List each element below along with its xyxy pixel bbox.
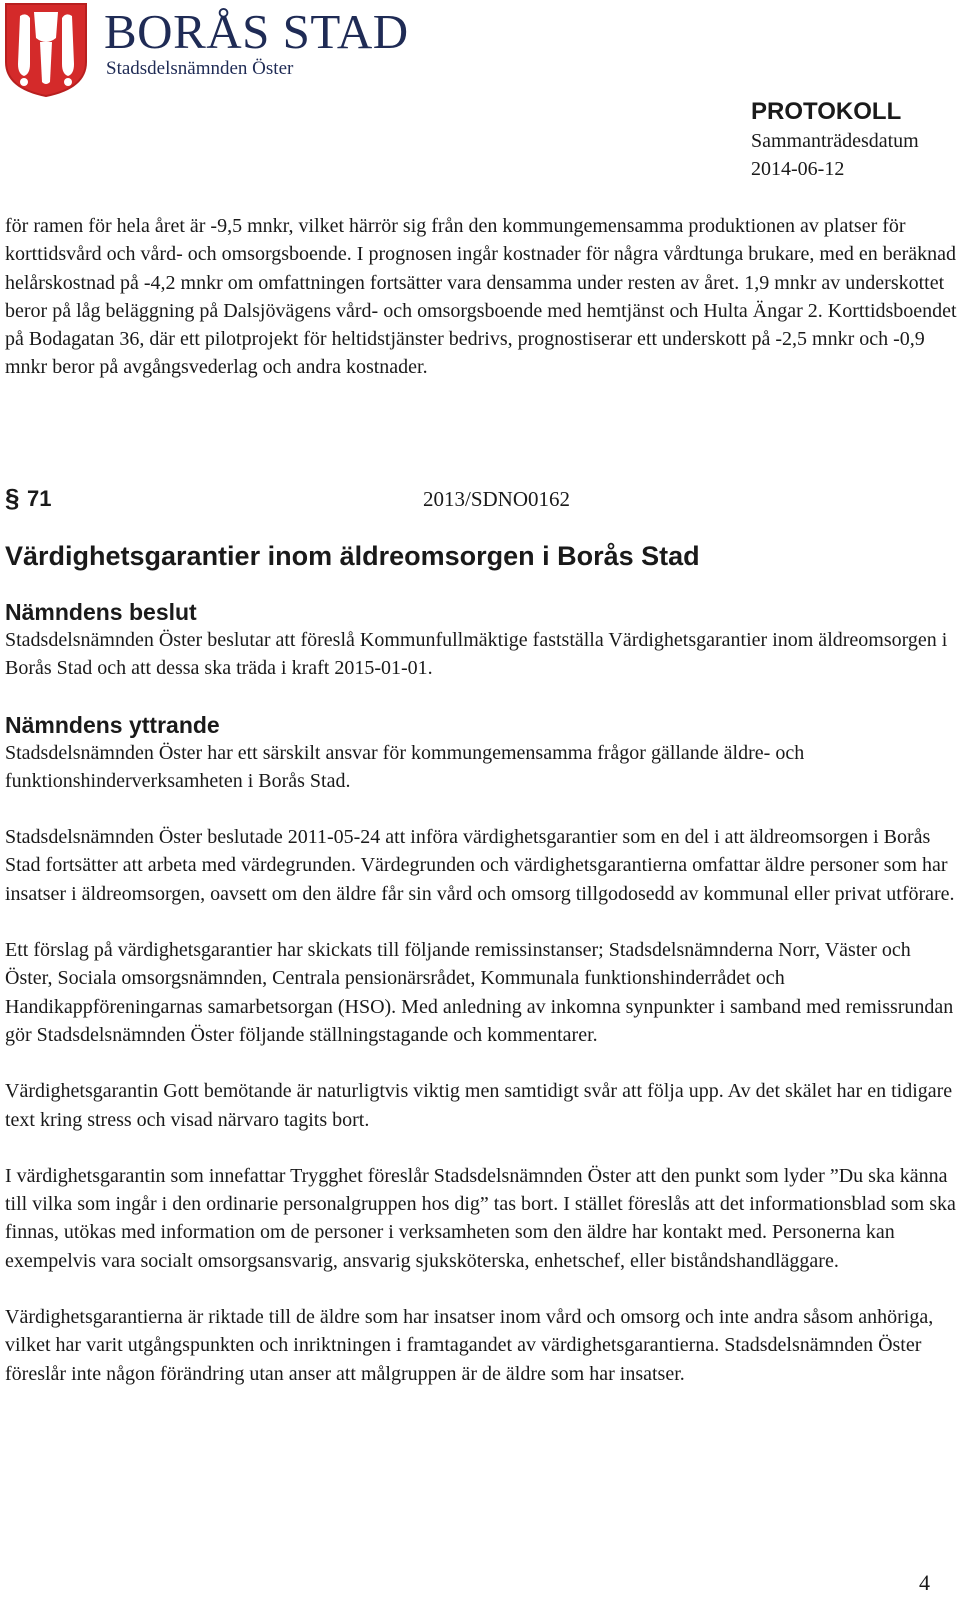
section-number: 71 (27, 486, 52, 511)
statement-heading: Nämndens yttrande (5, 711, 220, 738)
statement-paragraph: Stadsdelsnämnden Öster har ett särskilt ansvar för kommungemensamma frågor gällande äldre- och funktionshinderverksamheten i Borås Stad. (5, 741, 805, 792)
section-body (5, 598, 960, 1416)
statement-paragraph: Värdighetsgarantin Gott bemötande är naturligtvis viktig men samtidigt svår att följa upp. Av det skälet har en tidigare text kring stress och visad närvaro tagits bort. (5, 1080, 953, 1131)
statement-paragraph: I värdighetsgarantin som innefattar Trygghet föreslår Stadsdelsnämnden Öster att den punkt som lyder ”Du ska känna till vilka som ingår i den ordinarie personalgruppen hos dig” tas bort. I stället föreslås att det informationsblad som ska finnas, utökas med information om de personer i verksamheten som den äldre har kontakt med. Personerna kan exempelvis vara socialt omsorgsansvarig, ansvarig sjuksköterska, enhetschef, eller biståndshandläggare. (5, 1164, 956, 1272)
diary-number: 2013/SDNO0162 (423, 487, 571, 511)
boras-coat-of-arms-logo (4, 2, 88, 98)
page-number: 4 (919, 1570, 930, 1595)
statement-paragraph: Ett förslag på värdighetsgarantier har skickats till följande remissinstanser; Stadsdelsnämnderna Norr, Väster och Öster, Sociala omsorgsnämnden, Centrala pensionärsrådet, Kommunala funktionshinderrådet och Handikappföreningarnas samarbetsorgan (HSO). Med anledning av inkomna synpunkter i samband med remissrundan gör Stadsdelsnämnden Öster följande ställningstagande och kommentarer. (5, 939, 954, 1046)
statement-paragraph: Värdighetsgarantierna är riktade till de äldre som har insatser inom vård och omsorg och inte andra såsom anhöriga, vilket har varit utgångspunkten och inriktningen i framtagandet av värdighetsgarantierna. Stadsdelsnämnden Öster föreslår inte någon förändring utan anser att målgruppen är de äldre som har insatser. (5, 1306, 934, 1385)
decision-heading: Nämndens beslut (5, 599, 197, 625)
section-symbol: § (5, 483, 20, 513)
org-unit: Stadsdelsnämnden Öster (106, 58, 294, 79)
section-title: Värdighetsgarantier inom äldreomsorgen i Borås Stad (5, 541, 700, 571)
continuation-section (5, 212, 960, 382)
decision-text: Stadsdelsnämnden Öster beslutar att föreslå Kommunfullmäktige fastställa Värdighetsgarantier inom äldreomsorgen i Borås Stad och att dessa ska träda i kraft 2015-01-01. (5, 629, 948, 680)
statement-paragraph: Stadsdelsnämnden Öster beslutade 2011-05-24 att införa värdighetsgarantier som en del i att äldreomsorgen i Borås Stad fortsätter att arbeta med värdegrunden. Värdegrunden och värdighetsgarantierna omfattar äldre personer som har insatser i äldreomsorgen, oavsett om den äldre får sin vård och omsorg tillgodosedd av kommunal eller privat utförare. (5, 826, 955, 905)
org-name: BORÅS STAD (104, 4, 409, 59)
meeting-date: 2014-06-12 (751, 158, 845, 180)
meeting-date-label: Sammanträdesdatum (751, 130, 919, 152)
continuation-paragraph: för ramen för hela året är -9,5 mnkr, vilket härrör sig från den kommungemensamma produktionen av platser för korttidsvård och vård- och omsorgsboende. I prognosen ingår kostnader för några vårdtunga brukare, med en beräknad helårskostnad på -4,2 mnkr om omfattningen fortsätter vara densamma under resten av året. 1,9 mnkr av underskottet beror på låg beläggning på Dalsjövägens vård- och omsorgsboende med hemtjänst och Hulta Ängar 2. Korttidsboendet på Bodagatan 36, där ett pilotprojekt för heltidstjänster bedrivs, prognostiserar ett underskott på -2,5 mnkr och -0,9 mnkr beror på avgångsvederlag och andra kostnader. (5, 215, 957, 379)
document-type: PROTOKOLL (751, 98, 902, 125)
